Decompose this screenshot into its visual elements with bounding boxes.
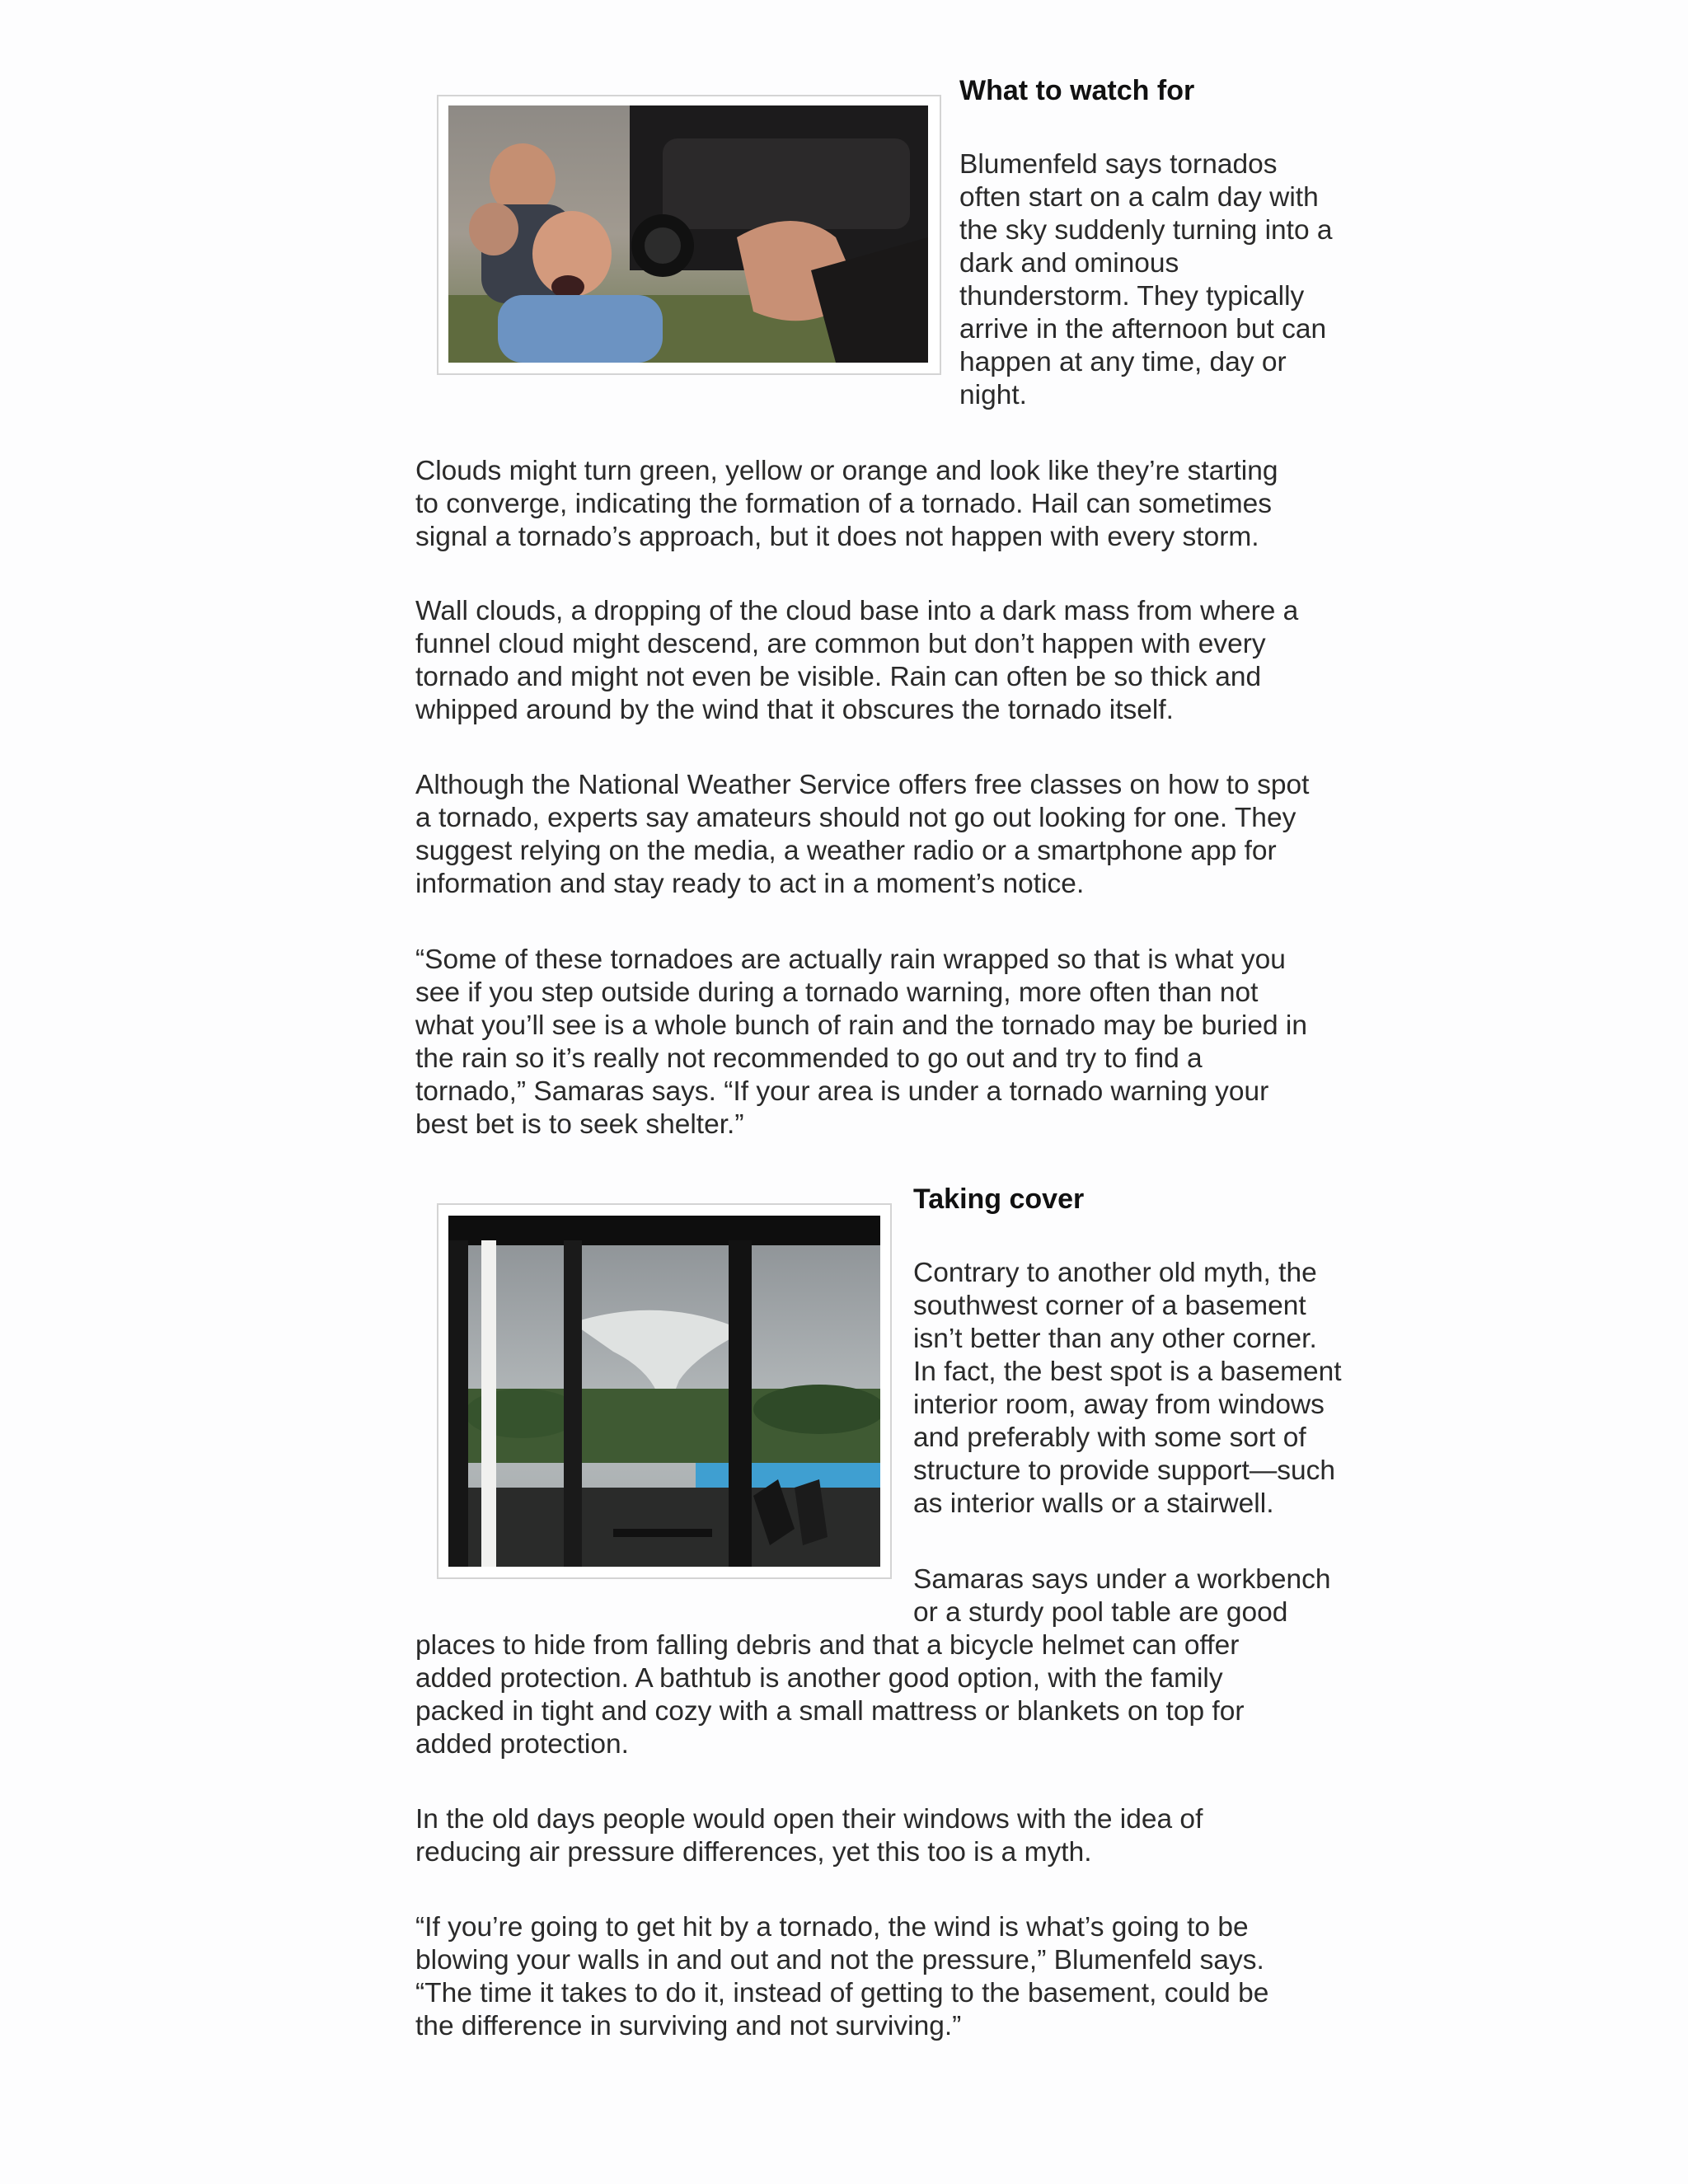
text-line: southwest corner of a basement [913, 1291, 1306, 1321]
text-line: “Some of these tornadoes are actually rain wrapped so that is what you [415, 944, 1286, 975]
text-line: as interior walls or a stairwell. [913, 1488, 1274, 1519]
text-line: structure to provide support—such [913, 1455, 1336, 1486]
text-line: tornado,” Samaras says. “If your area is under a tornado warning your [415, 1076, 1269, 1107]
text-line: the sky suddenly turning into a [959, 215, 1333, 246]
text-line: funnel cloud might descend, are common but don’t happen with every [415, 629, 1266, 659]
text-line: tornado and might not even be visible. Rain can often be so thick and [415, 662, 1262, 692]
text-line: In fact, the best spot is a basement [913, 1357, 1342, 1387]
paragraph-open-windows [415, 1803, 1203, 1869]
text-line: suggest relying on the media, a weather radio or a smartphone app for [415, 836, 1277, 866]
text-line: to converge, indicating the formation of a tornado. Hail can sometimes [415, 489, 1273, 519]
text-line: reducing air pressure differences, yet this too is a myth. [415, 1837, 1092, 1868]
text-line: places to hide from falling debris and that a bicycle helmet can offer [415, 1630, 1240, 1661]
text-line: the rain so it’s really not recommended to go out and try to find a [415, 1043, 1203, 1074]
intro-paragraph-watch [959, 148, 1333, 412]
text-line: the difference in surviving and not surviving.” [415, 2011, 962, 2041]
paragraph-samaras-quote [415, 944, 1307, 1141]
text-line: information and stay ready to act in a moment’s notice. [415, 869, 1085, 899]
text-line: “The time it takes to do it, instead of getting to the basement, could be [415, 1978, 1269, 2008]
text-line: dark and ominous [959, 248, 1179, 279]
text-line: thunderstorm. They typically [959, 281, 1305, 312]
text-line: blowing your walls in and out and not the pressure,” Blumenfeld says. [415, 1945, 1264, 1975]
text-line: Contrary to another old myth, the [913, 1258, 1317, 1288]
text-line: Blumenfeld says tornados [959, 149, 1278, 180]
text-line: interior room, away from windows [913, 1390, 1325, 1420]
text-line: added protection. A bathtub is another good option, with the family [415, 1663, 1223, 1694]
paragraph-workbench-wrap [913, 1563, 1330, 1629]
text-line: happen at any time, day or [959, 347, 1287, 377]
text-line: arrive in the afternoon but can [959, 314, 1327, 344]
intro-paragraph-cover [913, 1257, 1342, 1521]
text-line: signal a tornado’s approach, but it does not happen with every storm. [415, 522, 1259, 552]
paragraph-workbench-continued [415, 1629, 1245, 1761]
tornado-porch-photo [448, 1216, 880, 1567]
text-line: “If you’re going to get hit by a tornado, the wind is what’s going to be [415, 1912, 1249, 1943]
text-line: Although the National Weather Service offers free classes on how to spot [415, 770, 1310, 800]
section-heading-what-to-watch: What to watch for [959, 75, 1195, 106]
text-line: best bet is to seek shelter.” [415, 1109, 744, 1140]
text-line: Samaras says under a workbench [913, 1564, 1331, 1595]
text-line: whipped around by the wind that it obscures the tornado itself. [415, 695, 1174, 725]
text-line: a tornado, experts say amateurs should not go out looking for one. They [415, 803, 1296, 833]
text-line: In the old days people would open their windows with the idea of [415, 1804, 1203, 1835]
paragraph-cloud-colors [415, 455, 1278, 554]
paragraph-blumenfeld-quote [415, 1911, 1268, 2043]
text-line: isn’t better than any other corner. [913, 1324, 1317, 1354]
section-heading-taking-cover: Taking cover [913, 1183, 1085, 1215]
text-line: packed in tight and cozy with a small mattress or blankets on top for [415, 1696, 1245, 1727]
storm-chasers-photo [448, 105, 928, 363]
text-line: often start on a calm day with [959, 182, 1319, 213]
paragraph-wall-clouds [415, 595, 1298, 727]
text-line: what you’ll see is a whole bunch of rain and the tornado may be buried in [415, 1010, 1307, 1041]
text-line: see if you step outside during a tornado warning, more often than not [415, 977, 1259, 1008]
text-line: Clouds might turn green, yellow or orange and look like they’re starting [415, 456, 1278, 486]
text-line: and preferably with some sort of [913, 1422, 1306, 1453]
text-line: Wall clouds, a dropping of the cloud base into a dark mass from where a [415, 596, 1299, 626]
text-line: or a sturdy pool table are good [913, 1597, 1288, 1628]
paragraph-weather-service [415, 769, 1309, 901]
text-line: night. [959, 380, 1027, 410]
text-line: added protection. [415, 1729, 629, 1760]
